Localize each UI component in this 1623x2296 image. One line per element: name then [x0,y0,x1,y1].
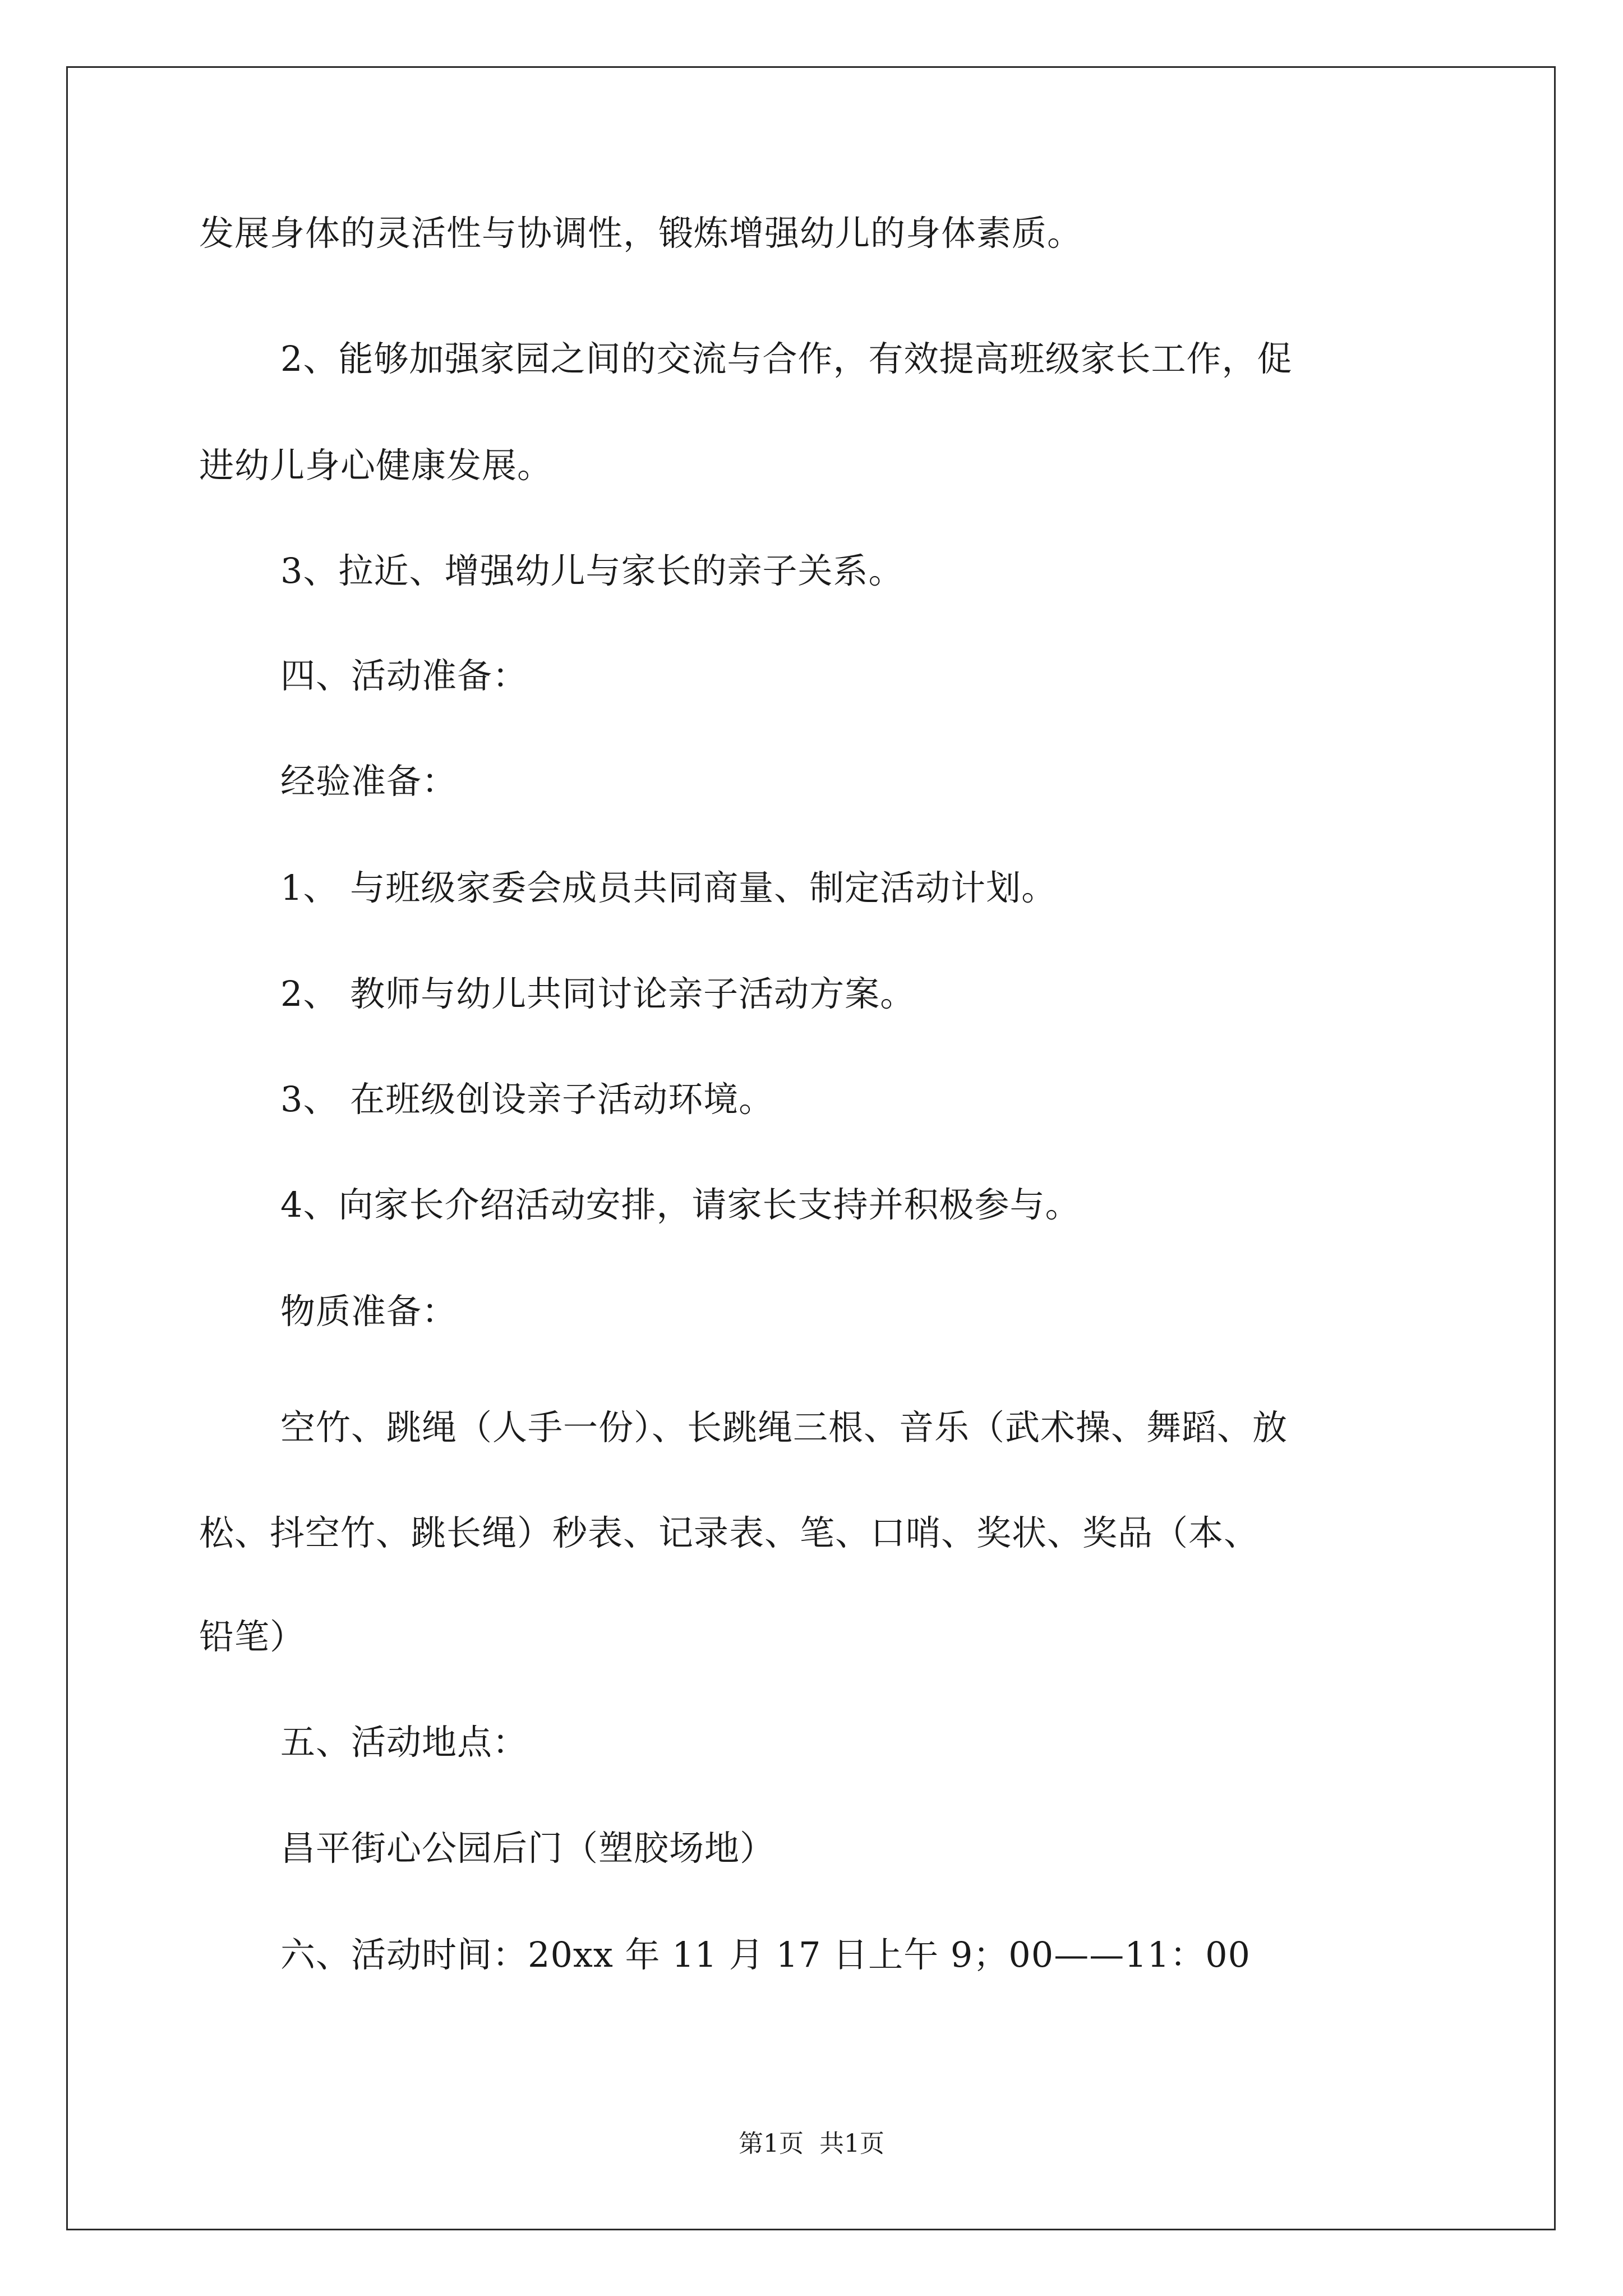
body-line-14: 铅笔） [199,1616,306,1657]
body-line-8: 2、 教师与幼儿共同讨论亲子活动方案。 [280,973,916,1014]
page-footer [0,2127,1623,2161]
subheading-materials: 物质准备： [280,1291,458,1332]
body-line-9: 3、 在班级创设亲子活动环境。 [280,1079,774,1120]
section-heading-preparation: 四、活动准备： [280,655,528,696]
body-line-10: 4、向家长介绍活动安排，请家长支持并积极参与。 [280,1184,1081,1225]
body-line-12: 空竹、跳绳（人手一份）、长跳绳三根、音乐（武术操、舞蹈、放 [280,1407,1288,1448]
section-heading-time: 六、活动时间：20xx 年 11 月 17 日上午 9；00——11：00 [280,1934,1251,1975]
body-line-2: 2、能够加强家园之间的交流与合作，有效提高班级家长工作，促 [280,338,1293,379]
subheading-experience: 经验准备： [280,761,458,802]
page-number-total: 共1页 [819,2129,884,2158]
body-line-1: 发展身体的灵活性与协调性，锻炼增强幼儿的身体素质。 [199,213,1083,254]
body-line-7: 1、 与班级家委会成员共同商量、制定活动计划。 [280,867,1057,908]
page-border [66,66,1556,2230]
page-number-current: 第1页 [739,2129,804,2158]
body-line-3: 进幼儿身心健康发展。 [199,445,553,486]
body-line-13: 松、抖空竹、跳长绳）秒表、记录表、笔、口哨、奖状、奖品（本、 [199,1512,1260,1553]
body-line-4: 3、拉近、增强幼儿与家长的亲子关系。 [280,550,904,591]
section-heading-location: 五、活动地点： [280,1722,528,1763]
body-line-16: 昌平街心公园后门（塑胶场地） [280,1828,776,1869]
